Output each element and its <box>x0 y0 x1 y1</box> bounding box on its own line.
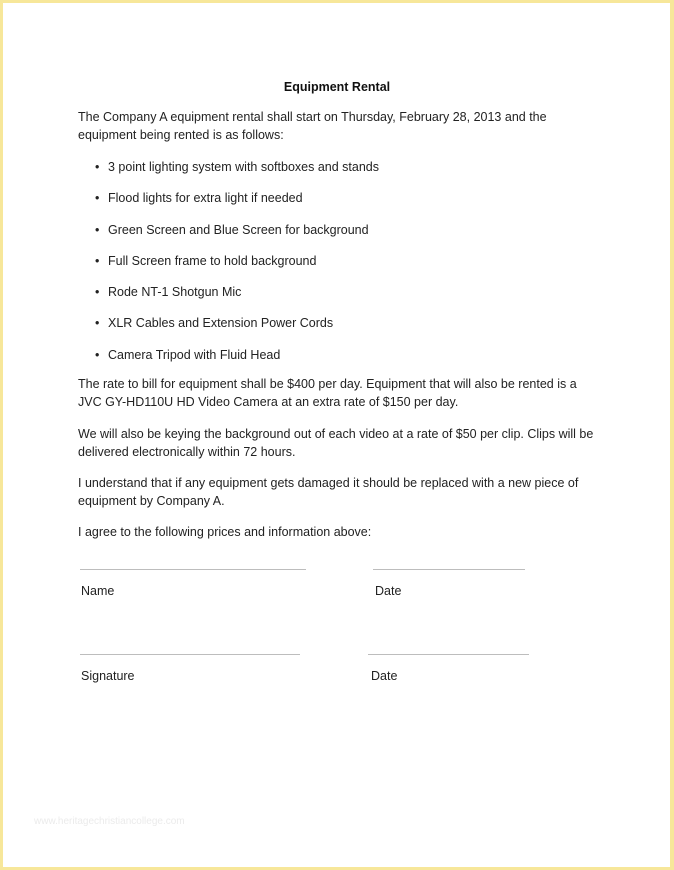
bullet-icon: • <box>95 316 100 331</box>
bullet-icon: • <box>95 285 100 300</box>
watermark: www.heritagechristiancollege.com <box>34 816 185 827</box>
bullet-icon: • <box>95 160 100 174</box>
keying-paragraph: We will also be keying the background out of each video at a rate of $50 per clip. Clips will be delivered electronically within 72 hours. <box>78 427 594 459</box>
signature-label: Signature <box>81 669 135 683</box>
bullet-icon: • <box>95 253 100 268</box>
bullet-icon: • <box>95 222 100 237</box>
bullet-icon: • <box>95 347 100 362</box>
name-label: Name <box>81 584 115 598</box>
signature-line <box>80 654 300 655</box>
damage-paragraph: I understand that if any equipment gets damaged it should be replaced with a new piece of equipment by Company A. <box>78 476 579 508</box>
list-item: • 3 point lighting system with softboxes and stands <box>95 160 379 174</box>
agreement-line: I agree to the following prices and information above: <box>78 525 372 539</box>
list-item: • XLR Cables and Extension Power Cords <box>95 316 334 331</box>
equipment-list <box>95 158 575 377</box>
list-item: • Flood lights for extra light if needed <box>95 191 303 206</box>
bullet-icon: • <box>95 191 100 206</box>
document-title: Equipment Rental <box>283 80 391 94</box>
date-line-1 <box>373 569 525 570</box>
rate-paragraph: The rate to bill for equipment shall be $400 per day. Equipment that will also be rented is a JVC GY-HD110U HD Video Camera at an extra rate of $150 per day. <box>78 377 577 409</box>
date-label-2: Date <box>371 669 398 683</box>
date-label-1: Date <box>375 584 402 598</box>
name-signature-line <box>80 569 306 570</box>
list-item: • Full Screen frame to hold background <box>95 253 317 268</box>
list-item: • Green Screen and Blue Screen for background <box>95 222 369 237</box>
date-line-2 <box>368 654 529 655</box>
list-item: • Rode NT-1 Shotgun Mic <box>95 285 242 300</box>
list-item: • Camera Tripod with Fluid Head <box>95 347 281 362</box>
intro-paragraph: The Company A equipment rental shall start on Thursday, February 28, 2013 and the equipment being rented is as follows: <box>78 110 547 142</box>
